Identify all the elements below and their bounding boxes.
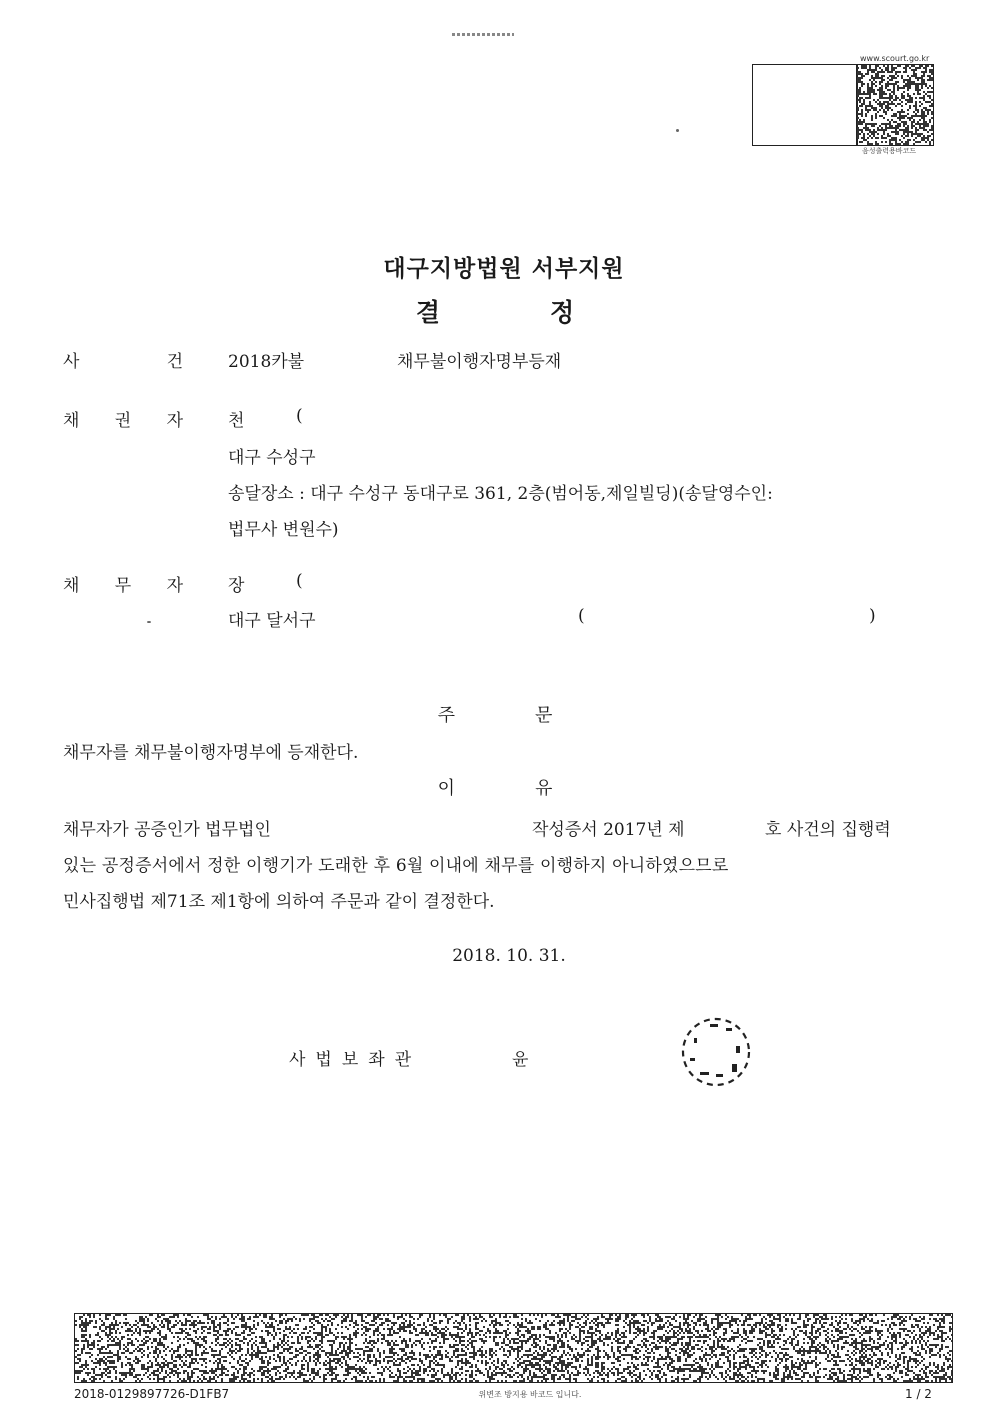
creditor-name: 천 [228, 411, 245, 431]
creditor-paren: ( [296, 406, 303, 426]
creditor-address: 대구 수성구 [228, 448, 316, 468]
case-name: 채무불이행자명부등재 [397, 352, 562, 372]
case-label-char: 건 [166, 352, 183, 372]
creditor-label-char: 자 [166, 411, 183, 431]
debtor-paren-open: ( [578, 606, 585, 626]
court-name: 대구지방법원 서부지원 [383, 256, 625, 282]
debtor-label [63, 571, 183, 596]
delivery-line-1 [228, 479, 773, 504]
page-number: 1 / 2 [905, 1387, 932, 1401]
qr-url: www.scourt.go.kr [860, 54, 930, 63]
scan-speck [676, 129, 679, 132]
qr-code-icon [856, 64, 934, 146]
order-text: 채무자를 채무불이행자명부에 등재한다. [63, 743, 359, 763]
reason-line-2: 있는 공정증서에서 정한 이행기가 도래한 후 6월 이내에 채무를 이행하지 아니하였으므로 [63, 856, 729, 876]
reason-line-1b: 작성증서 2017년 제 [532, 820, 685, 840]
debtor-label-char: 자 [166, 576, 183, 596]
reason-heading: 이유 [437, 778, 633, 799]
debtor-label-char: 채 [63, 576, 80, 596]
debtor-paren-close: ) [869, 606, 876, 626]
debtor-address: 대구 달서구 [228, 611, 316, 631]
signer-name: 윤 [512, 1050, 529, 1070]
official-seal-icon [676, 1012, 756, 1092]
delivery-address: 대구 수성구 동대구로 361, 2층(범어동,제일빌딩)(송달영수인: [310, 484, 773, 504]
order-heading: 주문 [437, 705, 633, 726]
delivery-label: 송달장소 : [228, 484, 311, 504]
document-title: 결정 [415, 298, 685, 327]
debtor-paren: ( [296, 571, 303, 591]
anti-forgery-barcode-icon [74, 1313, 953, 1383]
case-label [63, 347, 183, 372]
barcode-note: 위변조 방지용 바코드 입니다. [478, 1390, 582, 1399]
decision-date: 2018. 10. 31. [452, 946, 566, 966]
case-label-char: 사 [63, 352, 80, 372]
reason-line-3: 민사집행법 제71조 제1항에 의하여 주문과 같이 결정한다. [63, 892, 495, 912]
debtor-name: 장 [228, 576, 245, 596]
signer-title: 사법보좌관 [289, 1050, 422, 1070]
reason-line-1a: 채무자가 공증인가 법무법인 [63, 820, 271, 840]
case-number: 2018카불 [228, 352, 305, 372]
stamp-box [752, 64, 858, 146]
creditor-label-char: 권 [114, 411, 132, 431]
qr-caption: 음성출력용바코드 [862, 147, 917, 155]
reason-line-1c: 호 사건의 집행력 [765, 820, 891, 840]
creditor-label-char: 채 [63, 411, 80, 431]
creditor-label [63, 406, 183, 431]
scan-mark [452, 33, 514, 36]
debtor-label-char: 무 [114, 576, 132, 596]
delivery-line-2: 법무사 변원수) [228, 520, 339, 540]
document-id: 2018-0129897726-D1FB7 [74, 1387, 230, 1401]
scan-speck [147, 621, 151, 623]
